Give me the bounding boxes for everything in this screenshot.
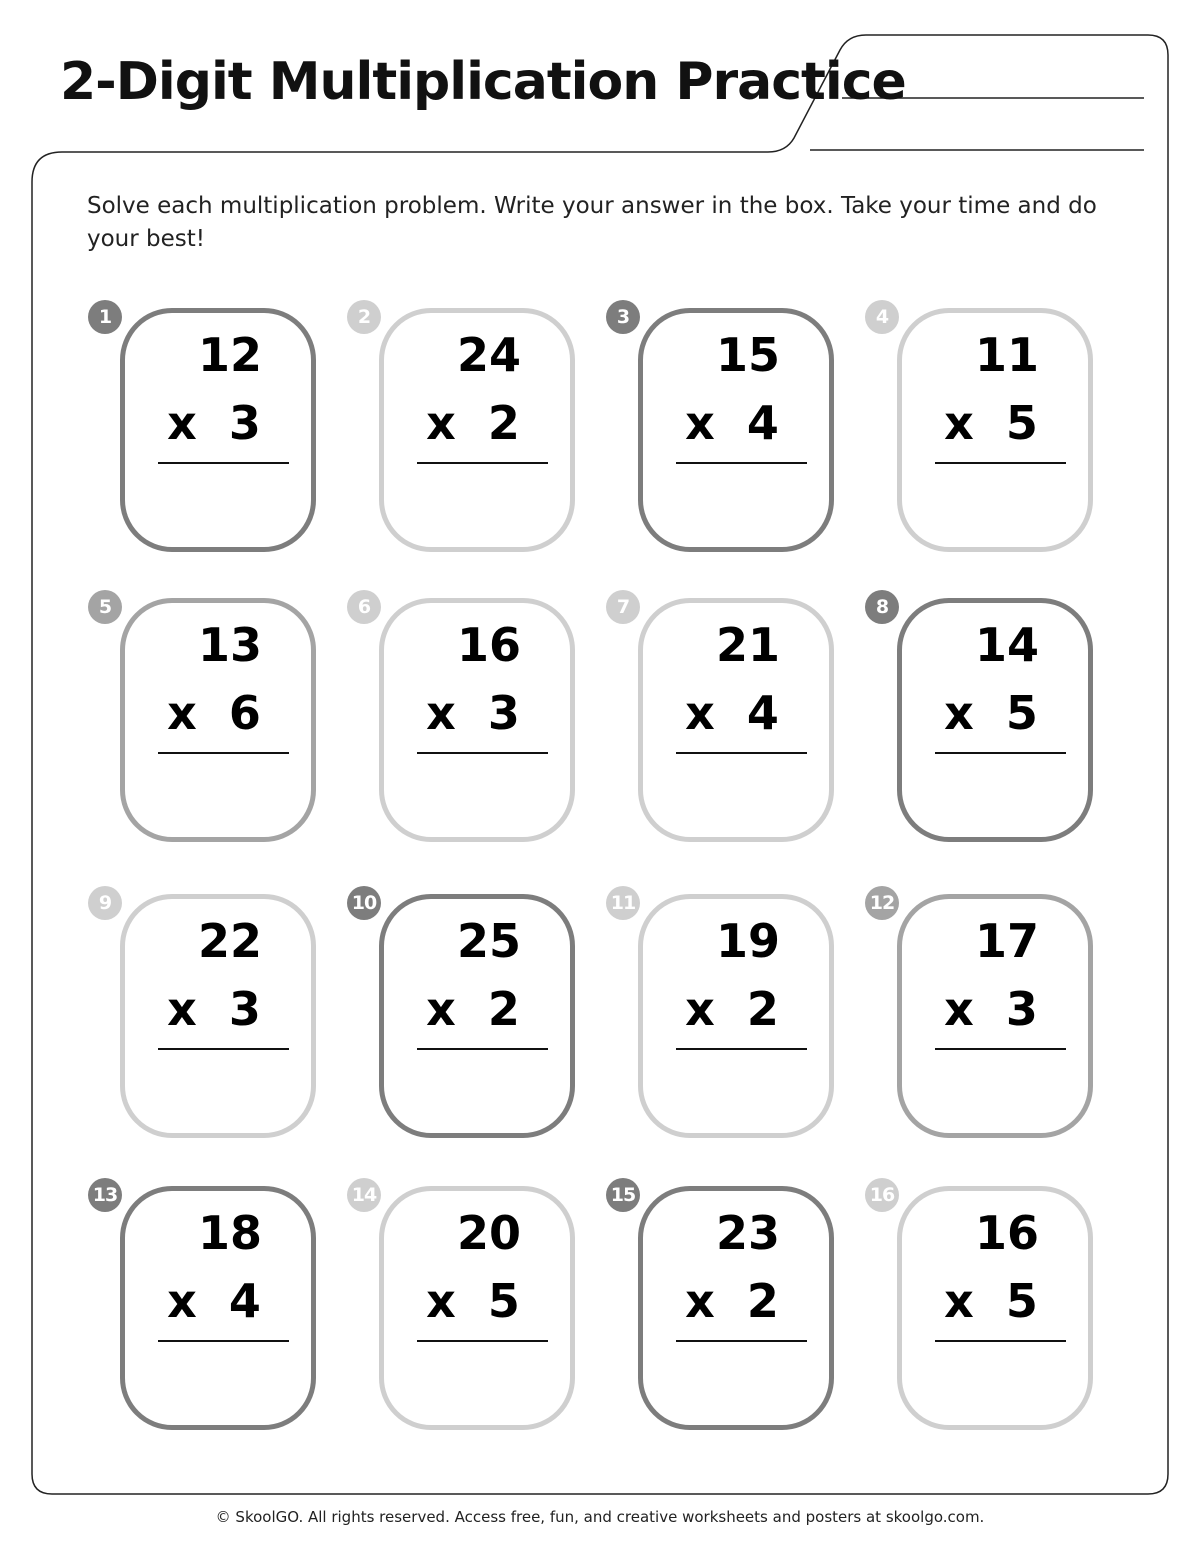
multiplier: x 4 <box>167 1274 261 1328</box>
problem-number-badge: 7 <box>606 590 640 624</box>
problem-card[interactable] <box>606 886 836 1146</box>
top-number: 11 <box>974 328 1039 382</box>
problem-number-badge: 16 <box>865 1178 899 1212</box>
answer-line <box>158 1340 289 1342</box>
multiplier: x 5 <box>944 396 1038 450</box>
top-number: 13 <box>197 618 262 672</box>
multiplier: x 3 <box>426 686 520 740</box>
problem-number-badge: 3 <box>606 300 640 334</box>
problem-number-badge: 6 <box>347 590 381 624</box>
top-number: 14 <box>974 618 1039 672</box>
problem-card[interactable] <box>606 300 836 560</box>
problem-number-badge: 10 <box>347 886 381 920</box>
multiplier: x 3 <box>167 982 261 1036</box>
problem-number-badge: 15 <box>606 1178 640 1212</box>
top-number: 16 <box>456 618 521 672</box>
top-number: 19 <box>715 914 780 968</box>
problem-card[interactable] <box>865 886 1095 1146</box>
multiplier: x 4 <box>685 686 779 740</box>
problem-card[interactable] <box>88 886 318 1146</box>
top-number: 15 <box>715 328 780 382</box>
top-number: 17 <box>974 914 1039 968</box>
answer-line <box>676 752 807 754</box>
problem-card[interactable] <box>606 1178 836 1438</box>
problem-card[interactable] <box>865 1178 1095 1438</box>
multiplier: x 2 <box>426 396 520 450</box>
multiplier: x 2 <box>685 1274 779 1328</box>
multiplier: x 5 <box>944 686 1038 740</box>
problem-card[interactable] <box>88 590 318 850</box>
problem-number-badge: 14 <box>347 1178 381 1212</box>
multiplier: x 3 <box>944 982 1038 1036</box>
copyright-footer: © SkoolGO. All rights reserved. Access free, fun, and creative worksheets and posters at skoolgo.com. <box>215 1508 985 1526</box>
answer-line <box>676 1048 807 1050</box>
top-number: 20 <box>456 1206 521 1260</box>
problem-number-badge: 4 <box>865 300 899 334</box>
answer-line <box>676 462 807 464</box>
problem-card[interactable] <box>865 590 1095 850</box>
problem-number-badge: 2 <box>347 300 381 334</box>
top-number: 18 <box>197 1206 262 1260</box>
instructions: Solve each multiplication problem. Write your answer in the box. Take your time and do your best! <box>87 193 1097 252</box>
answer-line <box>935 1340 1066 1342</box>
problem-card[interactable] <box>88 1178 318 1438</box>
problem-card[interactable] <box>347 1178 577 1438</box>
top-number: 22 <box>197 914 262 968</box>
problem-number-badge: 1 <box>88 300 122 334</box>
problem-number-badge: 11 <box>606 886 640 920</box>
top-number: 12 <box>197 328 262 382</box>
page-title: 2-Digit Multiplication Practice <box>60 52 906 112</box>
multiplier: x 2 <box>685 982 779 1036</box>
problem-number-badge: 13 <box>88 1178 122 1212</box>
multiplier: x 5 <box>944 1274 1038 1328</box>
answer-line <box>158 462 289 464</box>
answer-line <box>417 1048 548 1050</box>
multiplier: x 4 <box>685 396 779 450</box>
top-number: 24 <box>456 328 521 382</box>
answer-line <box>676 1340 807 1342</box>
answer-line <box>158 1048 289 1050</box>
answer-line <box>935 1048 1066 1050</box>
answer-line <box>417 462 548 464</box>
multiplier: x 2 <box>426 982 520 1036</box>
problem-card[interactable] <box>865 300 1095 560</box>
problem-number-badge: 8 <box>865 590 899 624</box>
answer-line <box>935 462 1066 464</box>
answer-line <box>417 752 548 754</box>
problem-card[interactable] <box>347 300 577 560</box>
answer-line <box>158 752 289 754</box>
problem-card[interactable] <box>347 886 577 1146</box>
problem-number-badge: 5 <box>88 590 122 624</box>
answer-line <box>417 1340 548 1342</box>
top-number: 21 <box>715 618 780 672</box>
multiplier: x 5 <box>426 1274 520 1328</box>
multiplier: x 6 <box>167 686 261 740</box>
problem-card[interactable] <box>347 590 577 850</box>
problem-number-badge: 9 <box>88 886 122 920</box>
top-number: 16 <box>974 1206 1039 1260</box>
answer-line <box>935 752 1066 754</box>
top-number: 25 <box>456 914 521 968</box>
top-number: 23 <box>715 1206 780 1260</box>
problem-number-badge: 12 <box>865 886 899 920</box>
problem-card[interactable] <box>88 300 318 560</box>
problem-card[interactable] <box>606 590 836 850</box>
multiplier: x 3 <box>167 396 261 450</box>
